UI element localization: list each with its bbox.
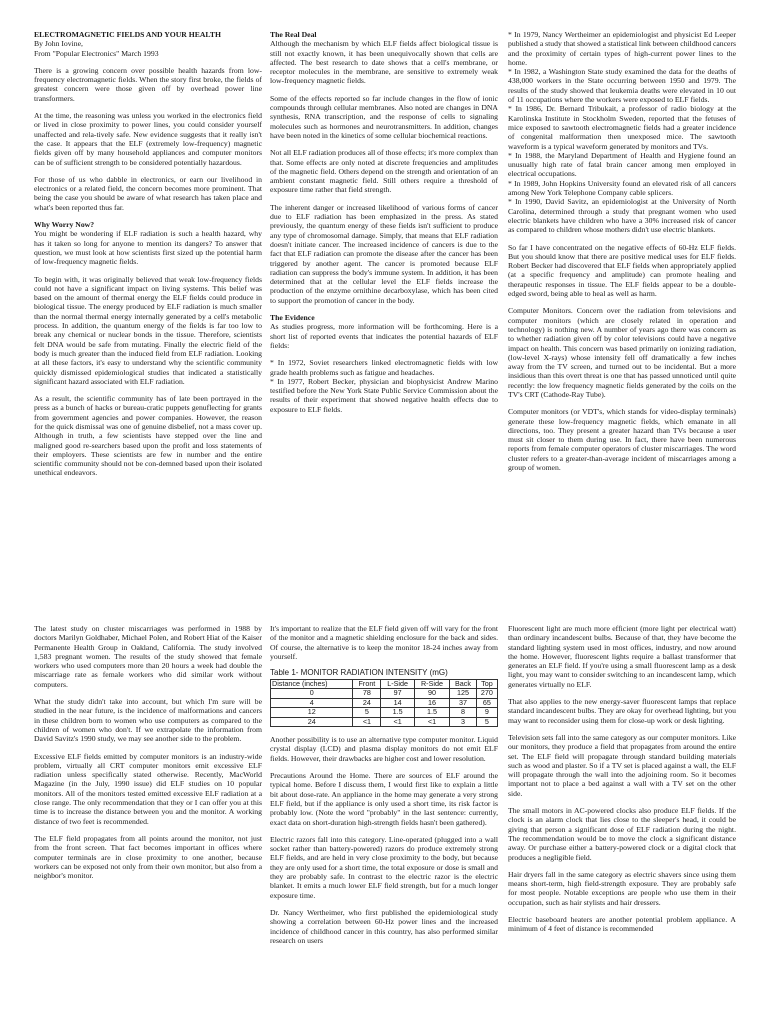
body-paragraph: Electric baseboard heaters are another potential problem appliance. A minimum of 4 feet of distance is recommended xyxy=(508,915,736,934)
page-bottom-panel xyxy=(0,624,768,1024)
body-paragraph: The small motors in AC-powered clocks also produce ELF fields. If the clock is an alarm clock that lies close to the sleeper's head, it could be giving that person a significant dose of ELF radiation during the night. The recommendation would be to move the clock a significant distance away. Or purchase either a battery-powered clock or a digital clock that produces a negligible field. xyxy=(508,806,736,862)
evidence-item: * In 1982, a Washington State study examined the data for the deaths of 438,000 workers in the State occurring between 1950 and 1979. The results of the study showed that leukemia deaths were elevated in 10 out of 11 occupations where the workers were exposed to ELF fields. xyxy=(508,67,736,105)
intro-paragraph: There is a growing concern over possible health hazards from low-frequency electromagnetic fields. When the story first broke, the fields of greatest concern were those given off by overhead power line transformers. xyxy=(34,65,262,103)
body-paragraph: What the study didn't take into account, but which I'm sure will be studied in the near future, is the incidence of malformations and cancers in these children born to women who use computers as compared to the children of women who don't. If we extrapolate the information from David Savitz's 1990 study, we may see another side to the problem. xyxy=(34,697,262,744)
table-header-cell: Front xyxy=(353,679,381,689)
table-cell: 5 xyxy=(353,708,381,718)
table-cell: 3 xyxy=(450,717,477,727)
evidence-item: * In 1977, Robert Becker, physician and biophysicist Andrew Marino testified before the New York State Public Service Commission about the results of their experiment that showed negative health effects due to exposure to ELF fields. xyxy=(270,376,498,414)
body-paragraph: Dr. Nancy Wertheimer, who first published the epidemiological study showing a correlation between 60-Hz power lines and the increased incidence of childhood cancer in this country, has also performed similar research on users xyxy=(270,907,498,945)
table-cell: <1 xyxy=(414,717,449,727)
table-cell: 5 xyxy=(476,717,497,727)
table-header-cell: L-Side xyxy=(381,679,415,689)
table-cell: 4 xyxy=(271,698,353,708)
evidence-item: * In 1990, David Savitz, an epidemiologist at the University of North Carolina, determined through a study that pregnant women who used electric blankets have children who have a 30% increased risk of cancer as compared to children whose mothers didn't use electric blankets. xyxy=(508,197,736,235)
body-paragraph: Fluorescent light are much more efficient (more light per electrical watt) than ordinary incandescent bulbs. Because of that, they have become the standard lighting system used in most offices, industry, and now around the home. However, fluorescent lights require a ballast transformer that generates an ELF field. If you're using a small fluorescent lamp as a desk light, you may want to consider switching to an incandescent lamp, which generates virtually no ELF. xyxy=(508,624,736,689)
body-paragraph: Computer Monitors. Concern over the radiation from televisions and computer monitors (which are closely related in operation and technology) is nothing new. A number of years ago there was concern as to whether radiation given off by color televisions could have a negative impact on health. This concern was based primarily on ionizing radiation, (low-level X-rays) whose intensity fell off dramatically a few inches away from the TV screen, and turned out to be incidental. But a more insidious than this overt threat is one that has passed unnoticed until quite recently: the low frequency magnetic fields generated by the coils on the TV's CRT (Cathode-Ray Tube). xyxy=(508,306,736,399)
body-paragraph: That also applies to the new energy-saver fluorescent lamps that replace standard incandescent bulbs. They are okay for overhead lighting, but you may want to reconsider using them for close-up work or desk lighting. xyxy=(508,697,736,725)
body-paragraph: Not all ELF radiation produces all of those effects; it's more complex than that. Some effects are only noted at discrete frequencies and amplitudes of the magnetic field. Others depend on the strength and orientation of an ambient constant magnetic field. Still others require a threshold of exposure time rather that field strength. xyxy=(270,148,498,195)
table-cell: 14 xyxy=(381,698,415,708)
article-title: ELECTROMAGNETIC FIELDS AND YOUR HEALTH xyxy=(34,30,221,39)
evidence-item: * In 1989, John Hopkins University found an elevated risk of all cancers among New York Telephone Company cable splicers. xyxy=(508,178,736,198)
table-cell: 97 xyxy=(381,689,415,699)
table-cell: 37 xyxy=(450,698,477,708)
table-cell: 90 xyxy=(414,689,449,699)
section-heading-real-deal: The Real Deal xyxy=(270,30,317,39)
body-paragraph: Television sets fall into the same category as our computer monitors. Like our monitors, they produce a field that propagates from around the entire set. The ELF field will propagate through standard building materials such as wood and plaster. So if a TV set is placed against a wall, the ELF will propagate through the wall into the adjoining room. So it becomes important not to place a bed against a wall with a TV set on the other side. xyxy=(508,732,736,798)
table-cell: 12 xyxy=(271,708,353,718)
table-header-cell: Top xyxy=(476,679,497,689)
monitor-radiation-table xyxy=(270,669,498,727)
body-paragraph: The ELF field propagates from all points around the monitor, not just from the front screen. That fact becomes important in offices where computer terminals are in close proximity to one another, because workers can be exposed not only from their own monitor, but also from a neighbor's monitor. xyxy=(34,833,262,881)
body-paragraph: As a result, the scientific community has of late been portrayed in the press as a bunch of hacks or bureau-cratic puppets genuflecting for grants from government agencies and power companies. However, the reason for the quick dismissal was one of genuine disbelief, not a mass cover up. Although in truth, a few scientists have stepped over the line and maligned good re-searchers based upon the profit and loss statements of their employers. These scientists are few in number and the entire scientific community should not be con-demned based upon their isolated unethical endeavors. xyxy=(34,394,262,478)
article-byline: By John Iovine, xyxy=(34,39,83,49)
body-paragraph: To begin with, it was originally believed that weak low-frequency fields could not have a significant impact on living systems. This belief was based on the amount of thermal energy the ELF fields could produce in biological tissue. The energy produced by ELF radiation is much smaller than the normal thermal energy internally generated by a cell's metabolic process. In addition, the quantum energy of the fields is far too low to break any chemical or nuclear bonds in the tissue. Therefore, scientists felt DNA would be safe from mutating. Finally the electric field of the body is much greater than the induced field from ELF radiation. Looking at all these factors, it's easy to understand why the scientific community quickly dismissed epidemiological studies that indicated a statistically significant hazard associated with ELF radiation. xyxy=(34,274,262,386)
table-caption: Table 1- MONITOR RADIATION INTENSITY (mG) xyxy=(270,668,448,678)
body-paragraph: So far I have concentrated on the negative effects of 60-Hz ELF fields. But you should know that there are positive medical uses for ELF fields. Robert Becker had discovered that ELF fields when appropriately applied (at a specific frequency and amplitude) can promote healing and therapeutic responses in tissue. The ELF fields appear to be a double-edged sword, being able to heal as well as harm. xyxy=(508,242,736,299)
evidence-item: * In 1979, Nancy Wertheimer an epidemiologist and physicist Ed Leeper published a study that showed a statistical link between childhood cancers and the proximity of certain types of high-current power lines to the home. xyxy=(508,30,736,67)
article-source: From "Popular Electronics" March 1993 xyxy=(34,48,159,58)
intro-paragraph: For those of us who dabble in electronics, or earn our livelihood in electronics or a related field, the concern becomes more prominent. That being the case you should be aware of what research has taken place and what's been reported thus far. xyxy=(34,174,262,212)
evidence-item: * In 1988, the Maryland Department of Health and Hygiene found an unusually high rate of fatal brain cancer among men employed in electrical occupations. xyxy=(508,150,736,179)
body-paragraph: You might be wondering if ELF radiation is such a health hazard, why has it taken so long for anyone to mention its dangers? To answer that question, we must look at how scientists first sized up the potential harm of low-frequency magnetic fields. xyxy=(34,229,262,267)
body-paragraph: Excessive ELF fields emitted by computer monitors is an industry-wide problem, virtually all CRT computer monitors emit excessive ELF radiation unless specifically stated otherwise. Recently, MacWorld Magazine (in the July, 1990 issue) did ELF studies on 10 popular monitors. All of the monitors tested emitted excessive ELF radiation at a close range. The only recommendation that they or I can offer you at this time is to increase the distance between you and the monitor. A working distance of two feet is recommended. xyxy=(34,751,262,826)
table-cell: <1 xyxy=(381,717,415,727)
bottom-column-2 xyxy=(270,624,498,1024)
top-column-3 xyxy=(508,30,736,560)
body-paragraph: Electric razors fall into this category. Line-operated (plugged into a wall socket rather than battery-powered) razors do produce extremely strong ELF fields, and are held in very close proximity to the body, but because they are only used for a short time, the total exposure or dose is small and they are probably safe. In contrast to the electric razor is the electric blanket. It emits a much lower ELF field strength, but for a much longer exposure time. xyxy=(270,834,498,900)
body-paragraph: Precautions Around the Home. There are sources of ELF around the typical home. Before I discuss them, I would first like to explain a little bit about dose-rate. An appliance in the home may generate a very strong ELF field, but if the appliance is only used a short time, its risk factor is probably low. (Note the word "probably" in the last sentence: currently, exact data on short-duration high-strength fields hasn't been gathered). xyxy=(270,771,498,827)
body-paragraph: It's important to realize that the ELF field given off will vary for the front of the monitor and a magnetic shielding enclosure for the back and sides. Of course, the alternative is to keep the monitor 18-24 inches away from yourself. xyxy=(270,624,498,661)
evidence-item: * In 1986, Dr. Bernard Tribukait, a professor of radio biology at the Karolinska Institute in Stockholm Sweden, reported that the fetuses of mice exposed to sawtooth electromagnetic fields had a greater incidence of congenital malformation then unexposed mice. The sawtooth waveform is a typical waveform generated by monitors and TVs. xyxy=(508,104,736,151)
bottom-column-3 xyxy=(508,624,736,1024)
table-row xyxy=(271,689,498,699)
body-paragraph: Some of the effects reported so far include changes in the flow of ionic compounds through cellular membranes. Also noted are changes in DNA synthesis, RNA transcription, and the response of cells to signaling molecules such as hormones and neurotransmitters. In addition, changes have been noted in the kinetics of some cellular biochemical reactions. xyxy=(270,93,498,140)
table-cell: 270 xyxy=(476,689,497,699)
top-column-2 xyxy=(270,30,498,560)
body-paragraph: Although the mechanism by which ELF fields affect biological tissue is still not exactly known, it has been unequivocally shown that cells are affected. The best research to date shows that a cell's membrane, or receptor molecules in the membrane, are sensitive to extremely weak low-frequency magnetic fields. xyxy=(270,39,498,86)
body-paragraph: The inherent danger or increased likelihood of various forms of cancer due to ELF radiation has been emphasized in the press. As stated previously, the quantum energy of these fields isn't sufficient to produce any type of chromosomal damage. Simply, that means that ELF radiation doesn't initiate cancer. The increased incidence of cancers is due to the fact that ELF radiation can promote the disease after the cancer has been triggered by another agent. The cancer is promoted because ELF radiation can suppress the body's immune system. In addition, it has been determined that at the cellular level the ELF fields increase the production of the enzyme ornithine decarboxylase, which has been cited to support the promotion of cancer in the body. xyxy=(270,202,498,305)
section-heading-evidence: The Evidence xyxy=(270,313,315,323)
table-cell: 9 xyxy=(476,708,497,718)
table-cell: 16 xyxy=(414,698,449,708)
table-cell: 8 xyxy=(450,708,477,718)
table-row xyxy=(271,717,498,727)
body-paragraph: Hair dryers fall in the same category as electric shavers since using them means short-term, high field-strength exposure. They are probably safe for most people. Notable exceptions are people who use them in their occupation, such as hair stylists and hair dressers. xyxy=(508,869,736,907)
top-column-1 xyxy=(34,30,262,560)
table-cell: 78 xyxy=(353,689,381,699)
table-row xyxy=(271,708,498,718)
table-header-cell: Distance (inches) xyxy=(271,679,353,689)
table-cell: 24 xyxy=(271,717,353,727)
body-paragraph: Another possibility is to use an alternative type computer monitor. Liquid crystal display (LCD) and plasma display monitors do not emit ELF fields. However, their drawbacks are higher cost and lower resolution. xyxy=(270,735,498,763)
table-header-cell: R-Side xyxy=(414,679,449,689)
table-cell: <1 xyxy=(353,717,381,727)
body-paragraph: The latest study on cluster miscarriages was performed in 1988 by doctors Marilyn Goldhaber, Michael Polen, and Robert Hiat of the Kaiser Permanente Health Group in Oakland, California. The study involved 1,583 pregnant women. The results of the study showed that female workers who used computers more than 20 hours a week had double the miscarriage rate as female workers who did similar work without computers. xyxy=(34,624,262,689)
table-header-cell: Back xyxy=(450,679,477,689)
table-cell: 65 xyxy=(476,698,497,708)
table-cell: 125 xyxy=(450,689,477,699)
body-paragraph: Computer monitors (or VDT's, which stands for video-display terminals) generate these low-frequency magnetic fields, which emanate in all directions, too. They present a greater hazard than TVs because a user must sit closer to them during use. In fact, there have been numerous reports from female computer operators of cluster miscarriages. The word cluster refers to a greater-than-average incident of miscarriages among a group of women. xyxy=(508,407,736,473)
intro-paragraph: At the time, the reasoning was unless you worked in the electronics field or lived in close proximity to power lines, you could consider yourself unaffected and rela-tively safe. New evidence suggests that it really isn't the case. It appears that the ELF (extremely low-frequency) magnetic fields given off by many household appliances and computer monitors can be of sufficient strength to be considered potentially hazardous. xyxy=(34,111,262,167)
table-cell: 1.5 xyxy=(414,708,449,718)
table-cell: 24 xyxy=(353,698,381,708)
section-heading-why-worry: Why Worry Now? xyxy=(34,220,95,230)
table-cell: 1.5 xyxy=(381,708,415,718)
table-cell: 0 xyxy=(271,689,353,699)
bottom-column-1 xyxy=(34,624,262,1024)
body-paragraph: As studies progress, more information will be forthcoming. Here is a short list of reported events that indicates the potential hazards of ELF fields: xyxy=(270,322,498,350)
evidence-item: * In 1972, Soviet researchers linked electromagnetic fields with low grade health problems such as fatigue and headaches. xyxy=(270,358,498,377)
